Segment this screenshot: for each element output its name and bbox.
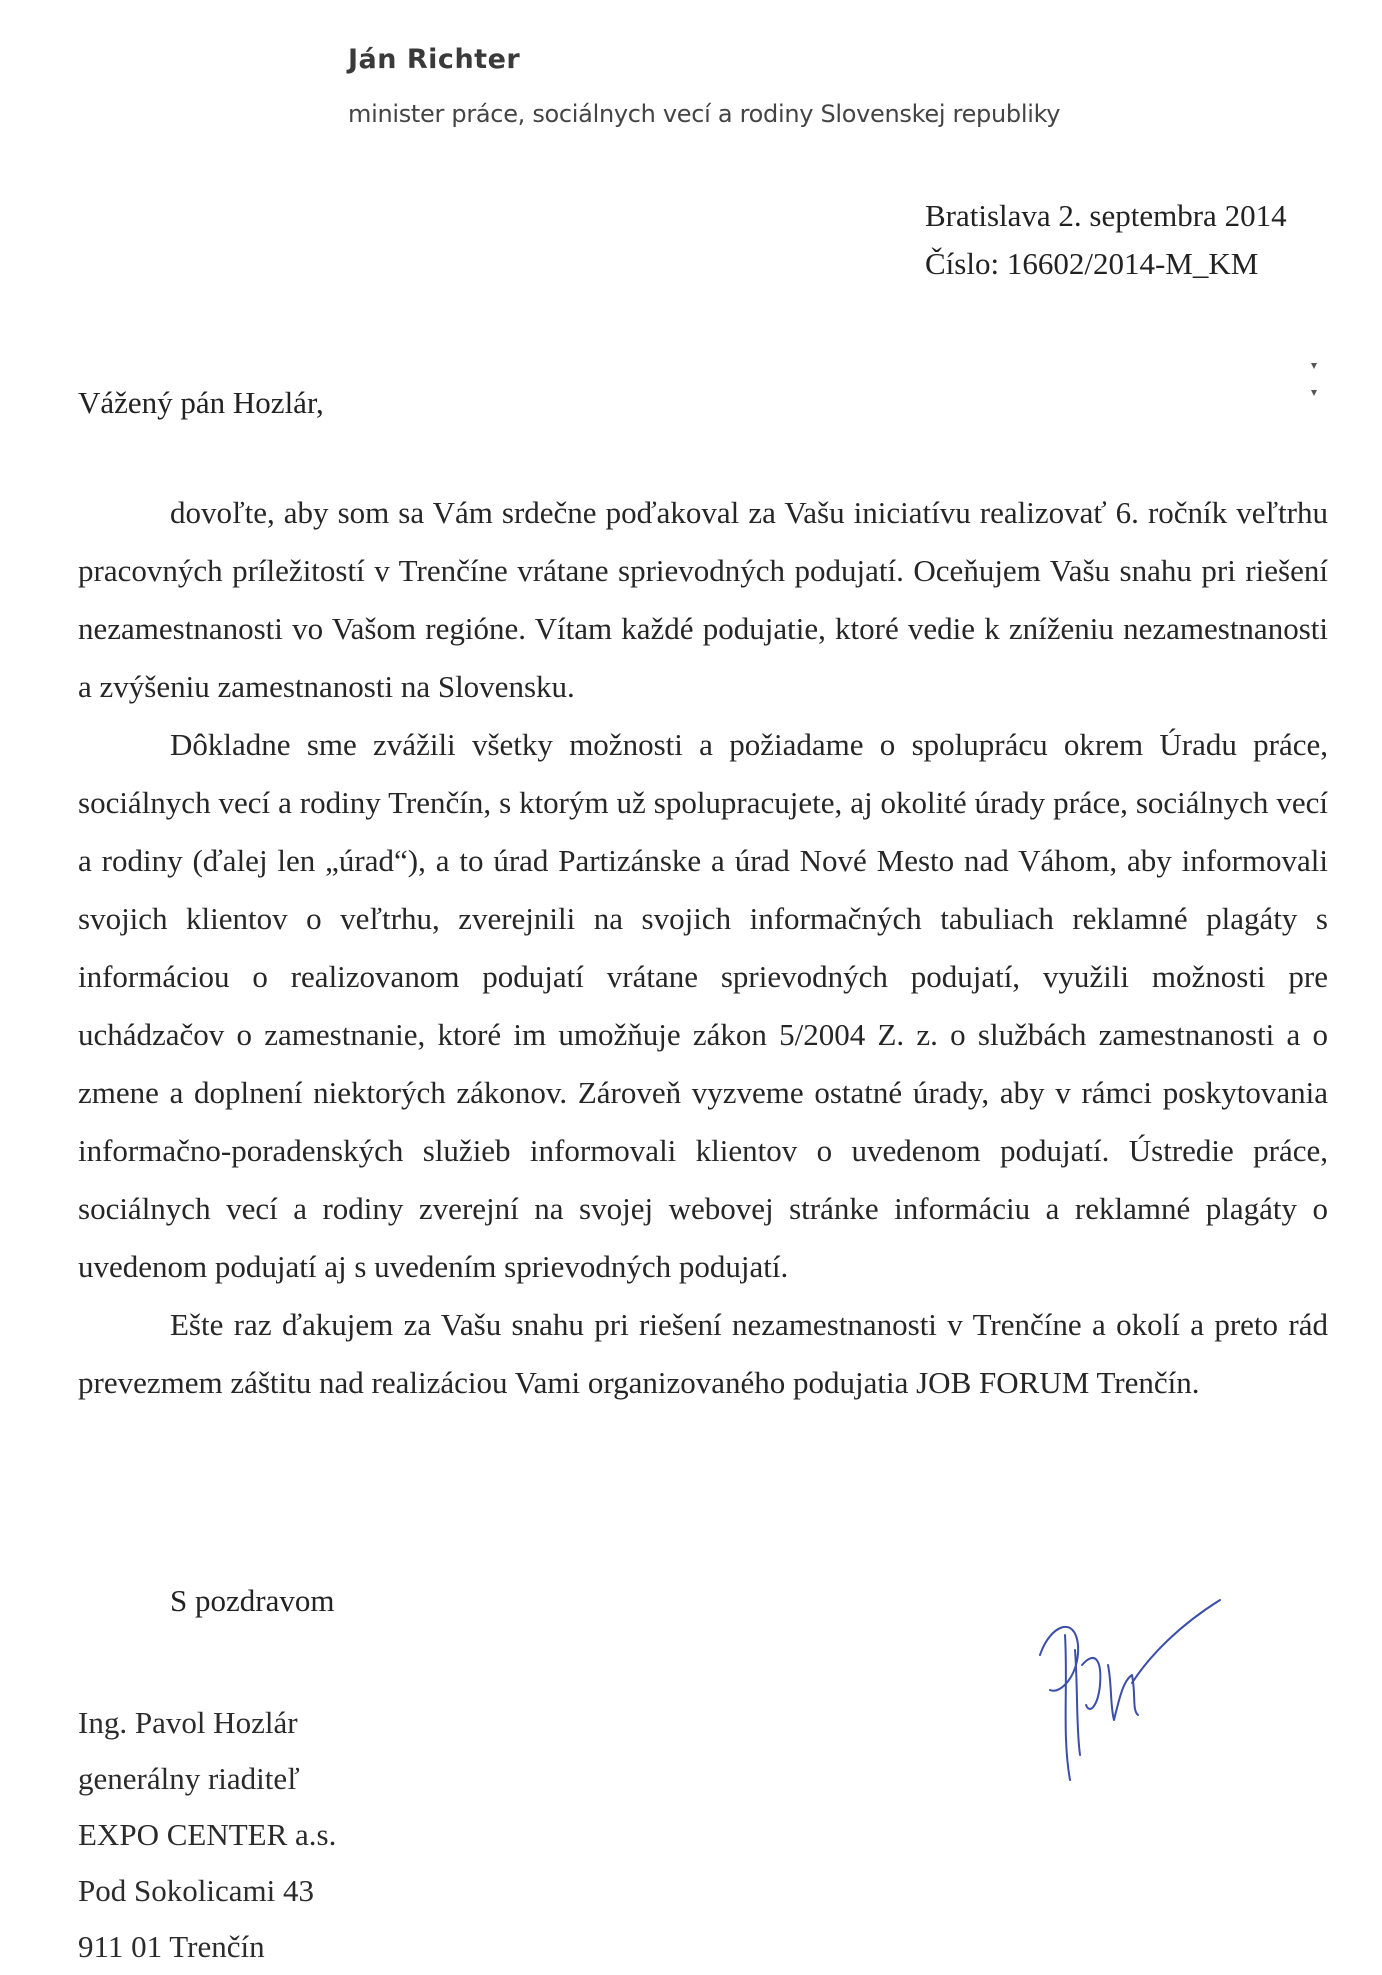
salutation: Vážený pán Hozlár, (78, 385, 324, 420)
addressee-name: Ing. Pavol Hozlár (78, 1705, 298, 1740)
body-paragraph: Dôkladne sme zvážili všetky možnosti a požiadame o spoluprácu okrem Úradu práce, sociálnych vecí a rodiny Trenčín, s ktorým už spolupracujete, aj okolité úrady práce, sociálnych vecí a rodiny (ďalej len „úrad“), a to úrad Partizánske a úrad Nové Mesto nad Váhom, aby informovali svojich klientov o veľtrhu, zverejnili na svojich informačných tabuliach reklamné plagáty s informáciou o realizovanom podujatí vrátane sprievodných podujatí, využili možnosti pre uchádzačov o zamestnanie, ktoré im umožňuje zákon 5/2004 Z. z. o službách zamestnanosti a o zmene a doplnení niektorých zákonov. Zároveň vyzveme ostatné úrady, aby v rámci poskytovania informačno-poradenských služieb informovali klientov o uvedenom podujatí. Ústredie práce, sociálnych vecí a rodiny zverejní na svojej webovej stránke informáciu a reklamné plagáty o uvedenom podujatí aj s uvedením sprievodných podujatí. (78, 727, 1328, 1284)
place-date: Bratislava 2. septembra 2014 (925, 198, 1287, 233)
margin-marks (1308, 360, 1320, 400)
addressee-position: generálny riaditeľ (78, 1761, 300, 1796)
closing: S pozdravom (170, 1583, 335, 1618)
reference-number: Číslo: 16602/2014-M_KM (925, 246, 1259, 281)
letterhead-name: Ján Richter (348, 44, 521, 75)
letter-body (78, 484, 1328, 1412)
letterhead-title: minister práce, sociálnych vecí a rodiny Slovenskej republiky (348, 100, 1061, 128)
signature-icon (1020, 1595, 1240, 1785)
body-paragraph: Ešte raz ďakujem za Vašu snahu pri riešení nezamestnanosti v Trenčíne a okolí a preto rád prevezmem záštitu nad realizáciou Vami organizovaného podujatia JOB FORUM Trenčín. (78, 1307, 1328, 1400)
addressee-street: Pod Sokolicami 43 (78, 1873, 314, 1908)
addressee-city: 911 01 Trenčín (78, 1929, 265, 1964)
addressee-block (78, 1695, 336, 1975)
letter-meta (925, 192, 1287, 288)
body-paragraph: dovoľte, aby som sa Vám srdečne poďakoval za Vašu iniciatívu realizovať 6. ročník veľtrhu pracovných príležitostí v Trenčíne vrátane sprievodných podujatí. Oceňujem Vašu snahu pri riešení nezamestnanosti vo Vašom regióne. Vítam každé podujatie, ktoré vedie k zníženiu nezamestnanosti a zvýšeniu zamestnanosti na Slovensku. (78, 495, 1328, 704)
addressee-company: EXPO CENTER a.s. (78, 1817, 337, 1852)
